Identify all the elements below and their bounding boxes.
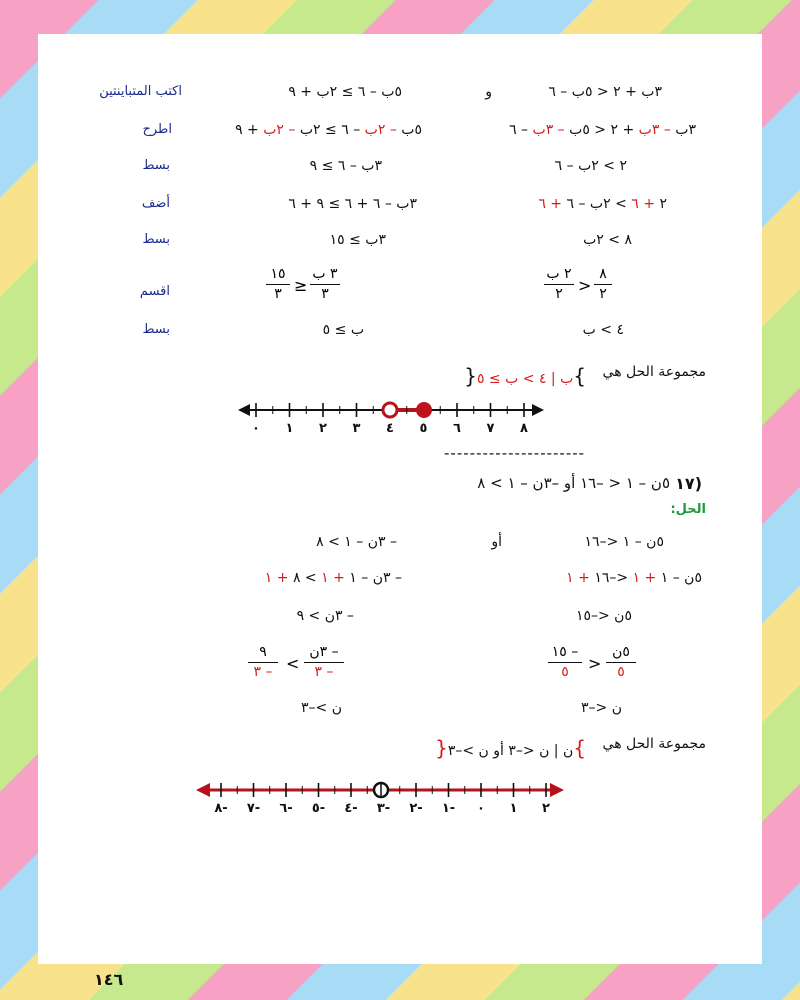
relation-symbol: >: [578, 276, 592, 295]
solution-label: الحل:: [670, 502, 706, 517]
ineq-left: ٥ب – ٢ب – ٦ ≥ ٢ب – ٢ب + ٩: [235, 122, 422, 138]
step-label: بسط: [142, 232, 170, 247]
tick-label: ٨: [520, 421, 528, 436]
step-label: أضف: [141, 196, 170, 211]
and-word: و: [485, 84, 492, 100]
step-label: اطرح: [142, 122, 172, 137]
fraction: ٩ ٣ –: [248, 644, 278, 681]
ineq-left: ب ≥ ٥: [322, 322, 364, 338]
fraction: ١٥ – ٥: [548, 644, 582, 681]
tick-label: ٢-: [409, 801, 423, 816]
number-line-1: [38, 386, 762, 436]
ineq-left: – ٣ن > ٩: [296, 608, 354, 624]
ineq-left: ن >–٣: [301, 700, 342, 716]
tick-label: ٢: [542, 801, 550, 816]
tick-label: ٣: [352, 421, 361, 436]
ineq-right: ٣ب – ٣ب + ٢ < ٥ب – ٣ب – ٦: [509, 122, 696, 138]
tick-label: ٥-: [311, 801, 326, 816]
solution-set-prefix: مجموعة الحل هي: [602, 736, 706, 752]
relation-symbol: <: [286, 654, 300, 673]
tick-label: ١: [509, 801, 518, 816]
solution-label-row: [38, 502, 762, 532]
tick-label: ٦: [453, 421, 461, 436]
fraction: ٨ ٢: [594, 266, 612, 303]
fraction: ٣ن – ٣ –: [304, 644, 344, 681]
ineq-right: ٣ب + ٢ < ٥ب – ٦: [548, 84, 662, 100]
ineq-left: – ٣ن – ١ > ٨: [316, 534, 397, 550]
solution-set-prefix: مجموعة الحل هي: [602, 364, 706, 380]
tick-label: ٤: [386, 421, 394, 436]
fraction: ٣ ب ٣: [310, 266, 340, 303]
ineq-right: ٥ن – ١ + ١ <–١٦ + ١: [566, 570, 702, 586]
solution-set-2: [38, 736, 762, 766]
step-label: بسط: [142, 322, 170, 337]
tick-label: ٨-: [214, 801, 228, 816]
ineq-left: ٣ب – ٦ + ٦ ≥ ٩ + ٦: [288, 196, 417, 212]
solution-set-body: }ب | ٤ > ب ≥ ٥{: [464, 364, 586, 388]
step-row-1: [38, 84, 762, 114]
exercise-17-header: [38, 474, 762, 504]
exercise-text: ٥ن – ١ < –١٦ أو –٣ن – ١ > ٨: [477, 474, 670, 492]
or-word: أو: [491, 534, 502, 550]
tick-label: ٥: [419, 421, 428, 436]
ineq-left: ٣ب ≥ ١٥: [329, 232, 386, 248]
tick-label: ٧: [486, 421, 495, 436]
page-number: ١٤٦: [94, 970, 124, 989]
ex17-row-3: [38, 608, 762, 638]
fraction: ٥ن ٥: [606, 644, 636, 681]
tick-label: ١: [285, 421, 294, 436]
relation-symbol: ≥: [294, 276, 308, 295]
tick-label: ٦-: [279, 801, 293, 816]
step-row-7: [38, 322, 762, 352]
page: [38, 34, 762, 989]
number-line-2: [38, 766, 762, 816]
tick-label: ٤-: [344, 801, 358, 816]
ex17-row-4: [38, 644, 762, 694]
step-label: بسط: [142, 158, 170, 173]
ineq-right: ٥ن – ١ <–١٦: [584, 534, 664, 550]
ineq-right: ٢ > ٢ب – ٦: [554, 158, 627, 174]
separator: ----------------------: [444, 444, 586, 462]
fraction: ١٥ ٣: [266, 266, 290, 303]
ex17-row-5: [38, 700, 762, 730]
fraction: ٢ ب ٢: [544, 266, 574, 303]
ineq-left: ٥ب – ٦ ≥ ٢ب + ٩: [288, 84, 402, 100]
exercise-number: ١٧): [675, 474, 702, 493]
step-label: اكتب المتباينتين: [99, 84, 182, 99]
ineq-left: ٣ب – ٦ ≥ ٩: [309, 158, 382, 174]
ineq-left: – ٣ن – ١ + ١ > ٨ + ١: [264, 570, 402, 586]
tick-label: ٠: [477, 801, 485, 816]
step-label: اقسم: [139, 284, 170, 299]
ex17-row-2: [38, 570, 762, 600]
step-row-4: [38, 196, 762, 226]
ineq-right: ٥ن <–١٥: [575, 608, 632, 624]
step-row-5: [38, 232, 762, 262]
ineq-right: ٨ > ٢ب: [583, 232, 632, 248]
tick-label: ٣-: [376, 801, 391, 816]
step-row-6: [38, 266, 762, 316]
relation-symbol: >: [588, 654, 602, 673]
tick-label: ٢: [319, 421, 327, 436]
step-row-2: [38, 122, 762, 152]
solution-set-body: }ن | ن <–٣ أو ن >–٣{: [435, 736, 586, 760]
tick-label: ٧-: [246, 801, 261, 816]
open-circle: [383, 403, 397, 417]
ineq-right: ٤ > ب: [582, 322, 624, 338]
closed-circle: [416, 402, 432, 418]
tick-label: ٠: [252, 421, 260, 436]
tick-label: ١-: [441, 801, 456, 816]
ineq-right: ن <–٣: [581, 700, 622, 716]
ex17-row-1: [38, 534, 762, 564]
step-row-3: [38, 158, 762, 188]
ineq-right: ٢ + ٦ > ٢ب – ٦ + ٦: [538, 196, 667, 212]
